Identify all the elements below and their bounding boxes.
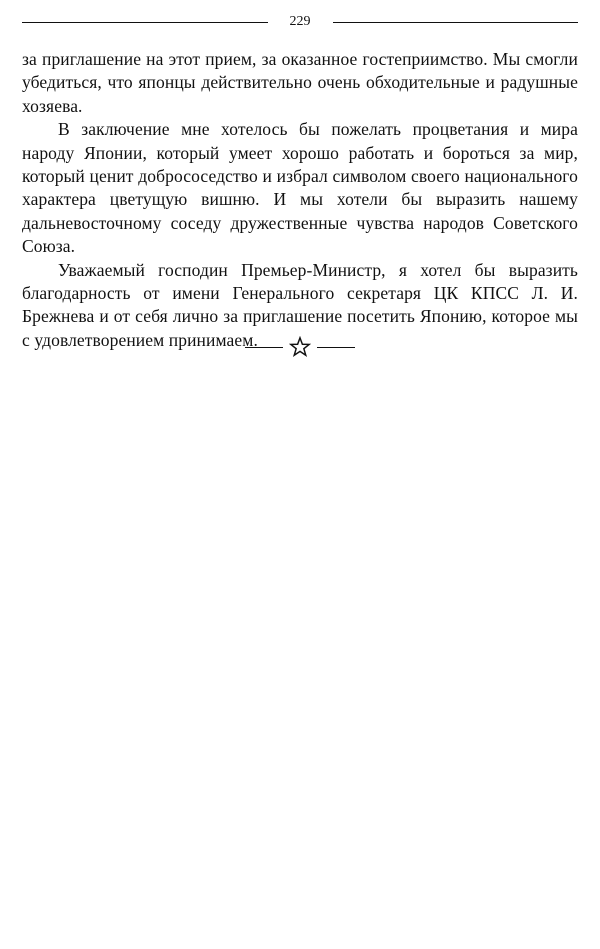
page-header xyxy=(22,10,578,34)
paragraph-gratitude: Уважаемый господин Премьер-Министр, я хотел бы выразить благодарность от имени Генерального секретаря ЦК КПСС Л. И. Брежнева и от себя лично за приглашение посетить Японию, которое мы с удовлетворением принимаем. xyxy=(22,259,578,350)
ornament-line-left xyxy=(245,347,283,348)
section-end-ornament xyxy=(0,336,600,358)
paragraph-wishes: В заключение мне хотелось бы пожелать процветания и мира народу Японии, который умеет хорошо работать и бороться за мир, который ценит добрососедство и избрал символом своего национального характера цветущую вишню. И мы хотели бы выразить нашему дальневосточному соседу дружественные чувства народов Советского Союза. xyxy=(22,119,578,257)
paragraph-continuation: за приглашение на этот прием, за оказанное гостеприимство. Мы смогли убедиться, что японцы действительно очень обходительные и радушные хозяева. xyxy=(22,49,578,116)
ornament-line-right xyxy=(317,347,355,348)
header-rule-left xyxy=(22,22,268,23)
body-text xyxy=(22,48,578,352)
header-rule-right xyxy=(333,22,579,23)
page-number: 229 xyxy=(289,14,311,29)
star-outline-icon xyxy=(289,336,311,358)
